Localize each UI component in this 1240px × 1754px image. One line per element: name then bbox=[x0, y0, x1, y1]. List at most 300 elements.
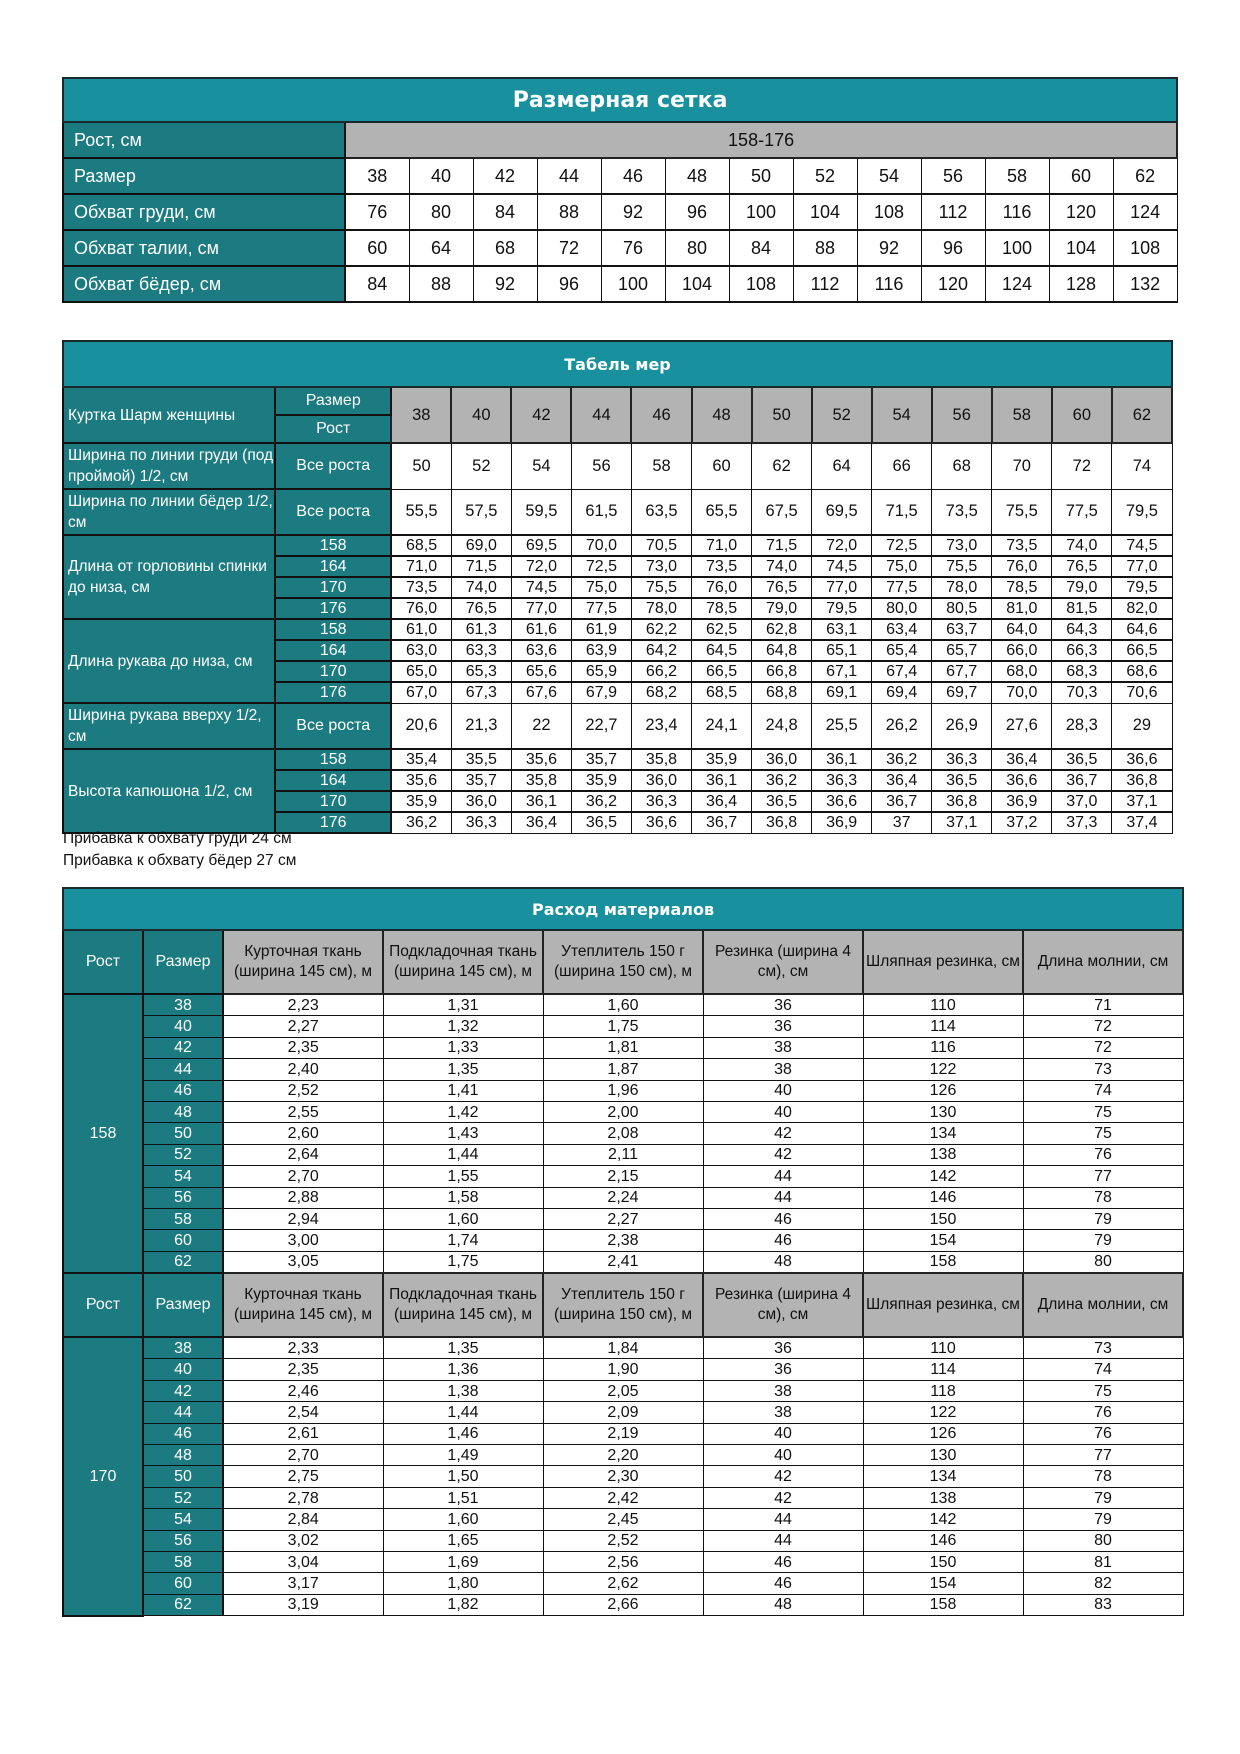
value-cell: 110 bbox=[863, 1337, 1023, 1359]
value-cell: 88 bbox=[537, 194, 601, 230]
value-cell: 46 bbox=[601, 158, 665, 194]
value-cell: 63,6 bbox=[511, 640, 571, 661]
value-cell: 1,90 bbox=[543, 1359, 703, 1380]
value-cell: 37,4 bbox=[1112, 812, 1172, 833]
value-cell: 64,6 bbox=[1112, 619, 1172, 640]
materials-row bbox=[63, 1337, 1183, 1359]
value-cell: 42 bbox=[703, 1487, 863, 1508]
height-cell: 158 bbox=[275, 749, 391, 770]
measurement-row bbox=[63, 443, 1172, 489]
value-cell: 58 bbox=[631, 443, 691, 489]
value-cell: 79 bbox=[1023, 1509, 1183, 1530]
value-cell: 2,27 bbox=[223, 1016, 383, 1037]
value-cell: 1,65 bbox=[383, 1530, 543, 1551]
value-cell: 73,0 bbox=[631, 556, 691, 577]
value-cell: 76 bbox=[601, 230, 665, 266]
size-cell: 44 bbox=[143, 1059, 223, 1080]
value-cell: 61,5 bbox=[571, 489, 631, 535]
value-cell: 36,2 bbox=[872, 749, 932, 770]
column-header: Длина молнии, см bbox=[1023, 930, 1183, 994]
value-cell: 110 bbox=[863, 994, 1023, 1016]
value-cell: 2,35 bbox=[223, 1037, 383, 1058]
height-cell: 176 bbox=[275, 812, 391, 833]
value-cell: 3,17 bbox=[223, 1573, 383, 1594]
value-cell: 62,5 bbox=[692, 619, 752, 640]
value-cell: 37,1 bbox=[932, 812, 992, 833]
size-header-cell: 56 bbox=[932, 387, 992, 443]
materials-row bbox=[63, 1166, 1183, 1187]
value-cell: 21,3 bbox=[451, 703, 511, 749]
size-cell: 46 bbox=[143, 1080, 223, 1101]
row-label: Обхват талии, см bbox=[63, 230, 345, 266]
value-cell: 74 bbox=[1023, 1359, 1183, 1380]
height-cell: Все роста bbox=[275, 489, 391, 535]
value-cell: 36,3 bbox=[932, 749, 992, 770]
value-cell: 3,02 bbox=[223, 1530, 383, 1551]
size-chart-row bbox=[63, 158, 1177, 194]
value-cell: 2,46 bbox=[223, 1380, 383, 1401]
value-cell: 1,35 bbox=[383, 1337, 543, 1359]
value-cell: 65,1 bbox=[812, 640, 872, 661]
value-cell: 77,5 bbox=[571, 598, 631, 619]
value-cell: 76,5 bbox=[451, 598, 511, 619]
value-cell: 78,5 bbox=[992, 577, 1052, 598]
value-cell: 44 bbox=[703, 1166, 863, 1187]
size-cell: 40 bbox=[143, 1016, 223, 1037]
size-cell: 50 bbox=[143, 1466, 223, 1487]
size-chart-row bbox=[63, 194, 1177, 230]
size-cell: 60 bbox=[143, 1230, 223, 1251]
value-cell: 26,2 bbox=[872, 703, 932, 749]
value-cell: 76,5 bbox=[1052, 556, 1112, 577]
column-header: Резинка (ширина 4 см), см bbox=[703, 930, 863, 994]
value-cell: 2,55 bbox=[223, 1101, 383, 1122]
value-cell: 1,60 bbox=[543, 994, 703, 1016]
materials-row bbox=[63, 1423, 1183, 1444]
height-cell: 176 bbox=[275, 682, 391, 703]
value-cell: 76,0 bbox=[992, 556, 1052, 577]
value-cell: 60 bbox=[345, 230, 409, 266]
value-cell: 28,3 bbox=[1052, 703, 1112, 749]
value-cell: 36,8 bbox=[932, 791, 992, 812]
size-header-cell: 38 bbox=[391, 387, 451, 443]
value-cell: 68,6 bbox=[1112, 661, 1172, 682]
value-cell: 74,0 bbox=[752, 556, 812, 577]
value-cell: 1,51 bbox=[383, 1487, 543, 1508]
materials-row bbox=[63, 1402, 1183, 1423]
value-cell: 73,0 bbox=[932, 535, 992, 556]
materials-row bbox=[63, 1359, 1183, 1380]
column-header: Курточная ткань (ширина 145 см), м bbox=[223, 1273, 383, 1337]
value-cell: 64 bbox=[409, 230, 473, 266]
value-cell: 36,6 bbox=[992, 770, 1052, 791]
size-header-cell: 54 bbox=[872, 387, 932, 443]
value-cell: 66,8 bbox=[752, 661, 812, 682]
value-cell: 75 bbox=[1023, 1380, 1183, 1401]
value-cell: 114 bbox=[863, 1016, 1023, 1037]
value-cell: 74 bbox=[1023, 1080, 1183, 1101]
materials-header-row bbox=[63, 930, 1183, 994]
value-cell: 38 bbox=[703, 1380, 863, 1401]
value-cell: 3,04 bbox=[223, 1551, 383, 1572]
height-cell: 164 bbox=[275, 770, 391, 791]
size-header-cell: 60 bbox=[1052, 387, 1112, 443]
materials-row bbox=[63, 1380, 1183, 1401]
value-cell: 48 bbox=[703, 1594, 863, 1615]
row-label: Размер bbox=[63, 158, 345, 194]
value-cell: 62,8 bbox=[752, 619, 812, 640]
value-cell: 71,0 bbox=[391, 556, 451, 577]
value-cell: 1,80 bbox=[383, 1573, 543, 1594]
value-cell: 74,5 bbox=[812, 556, 872, 577]
value-cell: 67,3 bbox=[451, 682, 511, 703]
value-cell: 22,7 bbox=[571, 703, 631, 749]
value-cell: 69,7 bbox=[932, 682, 992, 703]
value-cell: 88 bbox=[793, 230, 857, 266]
product-label: Куртка Шарм женщины bbox=[63, 387, 275, 443]
value-cell: 68,8 bbox=[752, 682, 812, 703]
value-cell: 38 bbox=[703, 1402, 863, 1423]
height-cell: Все роста bbox=[275, 703, 391, 749]
value-cell: 74,5 bbox=[1112, 535, 1172, 556]
value-cell: 96 bbox=[921, 230, 985, 266]
value-cell: 69,0 bbox=[451, 535, 511, 556]
value-cell: 40 bbox=[409, 158, 473, 194]
value-cell: 2,40 bbox=[223, 1059, 383, 1080]
value-cell: 80,0 bbox=[872, 598, 932, 619]
value-cell: 2,09 bbox=[543, 1402, 703, 1423]
value-cell: 65,5 bbox=[692, 489, 752, 535]
value-cell: 2,15 bbox=[543, 1166, 703, 1187]
value-cell: 64,0 bbox=[992, 619, 1052, 640]
value-cell: 48 bbox=[665, 158, 729, 194]
size-cell: 62 bbox=[143, 1251, 223, 1273]
measurement-row bbox=[63, 535, 1172, 556]
value-cell: 1,74 bbox=[383, 1230, 543, 1251]
value-cell: 36,8 bbox=[1112, 770, 1172, 791]
value-cell: 116 bbox=[985, 194, 1049, 230]
value-cell: 3,05 bbox=[223, 1251, 383, 1273]
column-header: Рост bbox=[63, 930, 143, 994]
value-cell: 1,69 bbox=[383, 1551, 543, 1572]
value-cell: 71,0 bbox=[692, 535, 752, 556]
value-cell: 92 bbox=[473, 266, 537, 302]
value-cell: 46 bbox=[703, 1208, 863, 1229]
value-cell: 1,33 bbox=[383, 1037, 543, 1058]
value-cell: 84 bbox=[729, 230, 793, 266]
value-cell: 26,9 bbox=[932, 703, 992, 749]
value-cell: 52 bbox=[451, 443, 511, 489]
value-cell: 54 bbox=[857, 158, 921, 194]
value-cell: 96 bbox=[537, 266, 601, 302]
height-cell: 170 bbox=[275, 577, 391, 598]
value-cell: 36,9 bbox=[812, 812, 872, 833]
materials-row bbox=[63, 1573, 1183, 1594]
size-header-cell: 46 bbox=[631, 387, 691, 443]
size-cell: 56 bbox=[143, 1530, 223, 1551]
value-cell: 61,3 bbox=[451, 619, 511, 640]
value-cell: 2,08 bbox=[543, 1123, 703, 1144]
materials-row bbox=[63, 1466, 1183, 1487]
value-cell: 2,23 bbox=[223, 994, 383, 1016]
value-cell: 75 bbox=[1023, 1101, 1183, 1122]
materials-row bbox=[63, 1123, 1183, 1144]
value-cell: 36,5 bbox=[1052, 749, 1112, 770]
value-cell: 104 bbox=[665, 266, 729, 302]
value-cell: 36,4 bbox=[872, 770, 932, 791]
value-cell: 40 bbox=[703, 1445, 863, 1466]
value-cell: 2,27 bbox=[543, 1208, 703, 1229]
height-cell: 164 bbox=[275, 640, 391, 661]
value-cell: 74,5 bbox=[511, 577, 571, 598]
value-cell: 37,2 bbox=[992, 812, 1052, 833]
value-cell: 36,1 bbox=[692, 770, 752, 791]
value-cell: 36,7 bbox=[1052, 770, 1112, 791]
value-cell: 29 bbox=[1112, 703, 1172, 749]
value-cell: 69,1 bbox=[812, 682, 872, 703]
height-range: 158-176 bbox=[345, 122, 1177, 158]
size-header-cell: 62 bbox=[1112, 387, 1172, 443]
value-cell: 2,05 bbox=[543, 1380, 703, 1401]
value-cell: 100 bbox=[729, 194, 793, 230]
value-cell: 36 bbox=[703, 994, 863, 1016]
value-cell: 63,0 bbox=[391, 640, 451, 661]
value-cell: 63,9 bbox=[571, 640, 631, 661]
value-cell: 74 bbox=[1112, 443, 1172, 489]
value-cell: 1,49 bbox=[383, 1445, 543, 1466]
size-chart-row bbox=[63, 230, 1177, 266]
value-cell: 40 bbox=[703, 1101, 863, 1122]
value-cell: 67,7 bbox=[932, 661, 992, 682]
value-cell: 1,55 bbox=[383, 1166, 543, 1187]
size-header-cell: 48 bbox=[692, 387, 752, 443]
value-cell: 80,5 bbox=[932, 598, 992, 619]
value-cell: 66,2 bbox=[631, 661, 691, 682]
value-cell: 66,3 bbox=[1052, 640, 1112, 661]
value-cell: 35,6 bbox=[511, 749, 571, 770]
value-cell: 75,0 bbox=[872, 556, 932, 577]
materials-header-row bbox=[63, 1273, 1183, 1337]
value-cell: 62,2 bbox=[631, 619, 691, 640]
value-cell: 2,70 bbox=[223, 1445, 383, 1466]
value-cell: 150 bbox=[863, 1551, 1023, 1572]
value-cell: 2,62 bbox=[543, 1573, 703, 1594]
value-cell: 36,7 bbox=[872, 791, 932, 812]
value-cell: 42 bbox=[703, 1144, 863, 1165]
value-cell: 36,0 bbox=[451, 791, 511, 812]
size-chart-row bbox=[63, 266, 1177, 302]
value-cell: 36,4 bbox=[511, 812, 571, 833]
value-cell: 42 bbox=[473, 158, 537, 194]
measurement-label: Длина от горловины спинки до низа, см bbox=[63, 535, 275, 619]
value-cell: 2,88 bbox=[223, 1187, 383, 1208]
value-cell: 65,3 bbox=[451, 661, 511, 682]
value-cell: 24,8 bbox=[752, 703, 812, 749]
value-cell: 70 bbox=[992, 443, 1052, 489]
value-cell: 50 bbox=[729, 158, 793, 194]
value-cell: 24,1 bbox=[692, 703, 752, 749]
value-cell: 76,5 bbox=[752, 577, 812, 598]
value-cell: 35,8 bbox=[511, 770, 571, 791]
value-cell: 36,3 bbox=[631, 791, 691, 812]
materials-row bbox=[63, 1445, 1183, 1466]
value-cell: 68 bbox=[932, 443, 992, 489]
column-header: Подкладочная ткань (ширина 145 см), м bbox=[383, 1273, 543, 1337]
size-cell: 44 bbox=[143, 1402, 223, 1423]
value-cell: 146 bbox=[863, 1187, 1023, 1208]
size-cell: 46 bbox=[143, 1423, 223, 1444]
value-cell: 81,5 bbox=[1052, 598, 1112, 619]
value-cell: 126 bbox=[863, 1080, 1023, 1101]
measurement-table bbox=[62, 340, 1173, 834]
size-cell: 54 bbox=[143, 1509, 223, 1530]
value-cell: 76,0 bbox=[692, 577, 752, 598]
value-cell: 2,75 bbox=[223, 1466, 383, 1487]
value-cell: 2,42 bbox=[543, 1487, 703, 1508]
value-cell: 36,7 bbox=[692, 812, 752, 833]
value-cell: 1,38 bbox=[383, 1380, 543, 1401]
value-cell: 72 bbox=[537, 230, 601, 266]
value-cell: 36,3 bbox=[451, 812, 511, 833]
value-cell: 77,0 bbox=[1112, 556, 1172, 577]
materials-row bbox=[63, 1080, 1183, 1101]
value-cell: 77,0 bbox=[511, 598, 571, 619]
value-cell: 126 bbox=[863, 1423, 1023, 1444]
value-cell: 80 bbox=[409, 194, 473, 230]
value-cell: 77,5 bbox=[872, 577, 932, 598]
value-cell: 1,87 bbox=[543, 1059, 703, 1080]
height-header: Рост bbox=[275, 415, 391, 443]
value-cell: 63,5 bbox=[631, 489, 691, 535]
measurement-table-rows bbox=[63, 443, 1172, 833]
value-cell: 22 bbox=[511, 703, 571, 749]
value-cell: 1,60 bbox=[383, 1208, 543, 1229]
materials-row bbox=[63, 994, 1183, 1016]
materials-row bbox=[63, 1509, 1183, 1530]
value-cell: 82 bbox=[1023, 1573, 1183, 1594]
value-cell: 104 bbox=[793, 194, 857, 230]
height-cell: 170 bbox=[275, 791, 391, 812]
value-cell: 2,41 bbox=[543, 1251, 703, 1273]
value-cell: 36,3 bbox=[812, 770, 872, 791]
value-cell: 35,4 bbox=[391, 749, 451, 770]
value-cell: 54 bbox=[511, 443, 571, 489]
value-cell: 2,33 bbox=[223, 1337, 383, 1359]
value-cell: 79,5 bbox=[1112, 577, 1172, 598]
value-cell: 1,32 bbox=[383, 1016, 543, 1037]
value-cell: 44 bbox=[703, 1530, 863, 1551]
value-cell: 36,4 bbox=[992, 749, 1052, 770]
value-cell: 1,58 bbox=[383, 1187, 543, 1208]
value-cell: 79,5 bbox=[812, 598, 872, 619]
header-row bbox=[63, 387, 1172, 415]
value-cell: 44 bbox=[703, 1187, 863, 1208]
value-cell: 2,52 bbox=[543, 1530, 703, 1551]
value-cell: 70,5 bbox=[631, 535, 691, 556]
size-cell: 38 bbox=[143, 994, 223, 1016]
column-header: Утеплитель 150 г (ширина 150 см), м bbox=[543, 930, 703, 994]
value-cell: 146 bbox=[863, 1530, 1023, 1551]
value-cell: 120 bbox=[921, 266, 985, 302]
value-cell: 2,94 bbox=[223, 1208, 383, 1229]
value-cell: 79,0 bbox=[1052, 577, 1112, 598]
value-cell: 82,0 bbox=[1112, 598, 1172, 619]
size-chart-title: Размерная сетка bbox=[63, 78, 1177, 122]
value-cell: 132 bbox=[1113, 266, 1177, 302]
value-cell: 158 bbox=[863, 1251, 1023, 1273]
value-cell: 92 bbox=[857, 230, 921, 266]
value-cell: 35,7 bbox=[571, 749, 631, 770]
value-cell: 42 bbox=[703, 1123, 863, 1144]
value-cell: 38 bbox=[703, 1037, 863, 1058]
value-cell: 61,0 bbox=[391, 619, 451, 640]
value-cell: 75,5 bbox=[932, 556, 992, 577]
materials-row bbox=[63, 1037, 1183, 1058]
materials-row bbox=[63, 1101, 1183, 1122]
value-cell: 2,38 bbox=[543, 1230, 703, 1251]
value-cell: 72,0 bbox=[812, 535, 872, 556]
materials-row bbox=[63, 1208, 1183, 1229]
value-cell: 77,5 bbox=[1052, 489, 1112, 535]
value-cell: 2,30 bbox=[543, 1466, 703, 1487]
value-cell: 65,7 bbox=[932, 640, 992, 661]
value-cell: 128 bbox=[1049, 266, 1113, 302]
value-cell: 142 bbox=[863, 1509, 1023, 1530]
value-cell: 60 bbox=[692, 443, 752, 489]
value-cell: 1,41 bbox=[383, 1080, 543, 1101]
value-cell: 36,6 bbox=[812, 791, 872, 812]
value-cell: 36,5 bbox=[932, 770, 992, 791]
measurement-table-header bbox=[63, 387, 1172, 443]
value-cell: 68,0 bbox=[992, 661, 1052, 682]
value-cell: 74,0 bbox=[1052, 535, 1112, 556]
value-cell: 40 bbox=[703, 1080, 863, 1101]
notes bbox=[63, 828, 296, 872]
size-header: Размер bbox=[275, 387, 391, 415]
materials-row bbox=[63, 1187, 1183, 1208]
value-cell: 134 bbox=[863, 1466, 1023, 1487]
value-cell: 36,4 bbox=[692, 791, 752, 812]
value-cell: 77,0 bbox=[812, 577, 872, 598]
value-cell: 70,3 bbox=[1052, 682, 1112, 703]
column-header: Резинка (ширина 4 см), см bbox=[703, 1273, 863, 1337]
value-cell: 130 bbox=[863, 1101, 1023, 1122]
materials-table-rows bbox=[63, 930, 1183, 1616]
value-cell: 79,5 bbox=[1112, 489, 1172, 535]
size-cell: 54 bbox=[143, 1166, 223, 1187]
value-cell: 79 bbox=[1023, 1208, 1183, 1229]
value-cell: 76 bbox=[1023, 1402, 1183, 1423]
value-cell: 84 bbox=[345, 266, 409, 302]
value-cell: 72,5 bbox=[872, 535, 932, 556]
value-cell: 35,9 bbox=[571, 770, 631, 791]
value-cell: 46 bbox=[703, 1551, 863, 1572]
materials-row bbox=[63, 1551, 1183, 1572]
value-cell: 67,5 bbox=[752, 489, 812, 535]
value-cell: 2,45 bbox=[543, 1509, 703, 1530]
value-cell: 36,5 bbox=[571, 812, 631, 833]
value-cell: 68,3 bbox=[1052, 661, 1112, 682]
materials-row bbox=[63, 1059, 1183, 1080]
value-cell: 67,0 bbox=[391, 682, 451, 703]
value-cell: 118 bbox=[863, 1380, 1023, 1401]
value-cell: 68,5 bbox=[391, 535, 451, 556]
value-cell: 37,0 bbox=[1052, 791, 1112, 812]
value-cell: 3,19 bbox=[223, 1594, 383, 1615]
value-cell: 1,44 bbox=[383, 1402, 543, 1423]
value-cell: 71,5 bbox=[451, 556, 511, 577]
column-header: Размер bbox=[143, 930, 223, 994]
